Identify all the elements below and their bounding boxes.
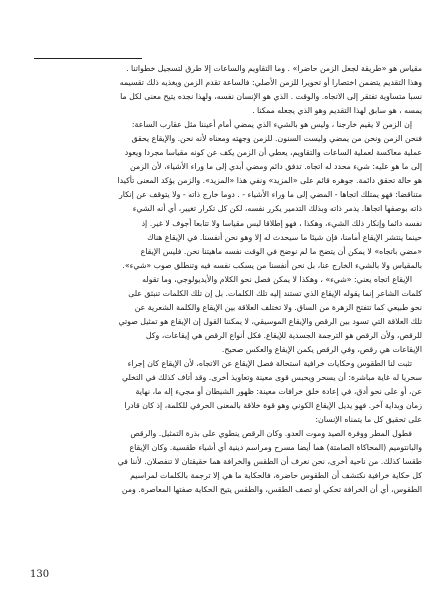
- text-line: سحريا له غاية مباشرة: أن يسحر ويحبس قوى معينة وتعاويذ أخرى. وقد أتاف كذلك في التخلي: [121, 373, 422, 383]
- text-line: نسبا متساوية تفتقر إلى الاتجاه. والوقت . الذي هو الإنسان نفسه، ولهذا نجده يتيح معنى لكل ما: [120, 92, 422, 102]
- text-line: نحو طبيعي كما تتفتح الزهرة من الساق. ولا تختلف العلاقة بين الإيقاع والكلمة الشعرية عن: [134, 302, 422, 312]
- text-line: وهذا التقديم يتضمن اختصارا أو تحويرا للزمن الأصلي: فالساعة تقدم الزمن ويغذيه ذلك تقسيمه: [119, 78, 422, 88]
- text-line: ذاته بوصفها اتجاها. يدمر ذاته وبذلك التدمير يكرر نفسه، لكن كل تكرار تغيير، أي أنه الشيء: [132, 204, 422, 214]
- text-line: إلى ما هو عليه: شيء محدد له اتجاه. تدفق دائم ومضي أبدي إلى ما وراء الأشياء، لأن الزمن: [130, 162, 422, 172]
- text-line: حينما ينتشر الإيقاع أمامنا، فإن شيئا ما سيحدث له إلا وهو نحن أنفسنا. في الإيقاع هناك: [147, 232, 422, 242]
- text-line: الإيقاعات هي رقص، وفي الرقص يكمن الإيقاع والعكس صحيح.: [221, 344, 422, 354]
- text-line: طقسا كذلك. من ناحية أخرى، نحن نعرف أن الطقس والخرافة هما حقيقتان لا تنفصلان. لأننا في: [117, 457, 422, 467]
- text-line: على تحقيق كل ما يتمناه الإنسان:: [315, 415, 422, 425]
- text-line: زمان وبداية آخر. فهو يديل الإيقاع الكوني وهو قوة خلاقة بالمعنى الحرفي للكلمة، إذ كان قادرا: [124, 401, 422, 411]
- text-line: مقياس هو «طريقة لجعل الزمن حاضرا» . وما التقاويم والساعات إلا طرق لتسجيل خطواتنا .: [126, 64, 422, 73]
- text-line: والبانتوميم (المحاكاة الصامتة) هما أيضا مسرح ومراسم دينية أي أشياء طقسية. وكان الإيقاع: [129, 443, 422, 453]
- text-line: بالمقياس ولا بالشيء الخارج عنا، بل نحن أنفسنا من يسكب نفسه فيه وتنطلق صوب «شيء».: [122, 260, 422, 270]
- body-text: [28, 62, 422, 497]
- text-line: فنحن الزمن ونحن من يمضي وليست السنون. للزمن وجهته ومعناه لأنه نحن. والإيقاع يحقق: [131, 134, 422, 144]
- header-rule: [34, 58, 142, 59]
- text-line: هو حالة تحقق دائمة. جوهره قائم على «المزيد» ونفي هذا «المزيد». والزمن يؤكد المعنى تأكيدا: [117, 176, 422, 186]
- text-line: عملية معاكسة لعملية الساعات والتقاويم، يعطي أن الزمن يكف عن كونه مقياسا مجردا ويعود: [124, 148, 422, 158]
- text-line: عن، أو على نحو أدق، في إعادة خلق خرافات معينة: ظهور الشيطان أو مجيء إله ما، نهاية: [135, 387, 422, 397]
- page-number: 130: [30, 569, 50, 580]
- text-line: فطول المطر ووفرة الصيد وموت العدو. وكان الرقص ينطوي على بذرة التمثيل. والرقص: [130, 429, 412, 439]
- text-line: كلمات الشاعر إنما يقوله الإيقاع الذي تستند إليه تلك الكلمات. بل إن تلك الكلمات تنبثق على: [128, 288, 422, 298]
- text-line: الإيقاع اتجاه يعني: «شيء» ، وهكذا لا يمكن فصل نحو الكلام والأيديولوجي، وما تقوله: [142, 274, 412, 284]
- text-line: تلك العلاقة التي تسود بين الرقص والإيقاع الموسيقي، لا يمكننا القول إن الإيقاع هو تمثيل صوتي: [118, 316, 422, 326]
- text-line: للرقص، ولأن الرقص هو الترجمة الجسدية للإيقاع. فكل أنواع الرقص هي إيقاعات، وكل: [145, 330, 422, 340]
- text-line: تثبت لنا الطقوس وحكايات خرافية استحالة فصل الإيقاع عن الاتجاه، لأن الإيقاع كان إجراء: [127, 358, 412, 368]
- text-line: يمسه ، هو سابق لهذا التقديم وهو الذي يجعله ممكنا .: [252, 106, 422, 116]
- text-line: متناقضا: فهو يمتلك اتجاها - المضي إلى ما وراء الأشياء - . دوما خارج ذاته - ولا يتوقف عن إنكار: [118, 190, 422, 200]
- text-line: نفسه دائما وإنكار ذلك الشيء، وهكذا ، فهو إطلاقا ليس مقياسا ولا تتابعا أجوف لا غير. إذ: [141, 218, 422, 228]
- text-line: الطقوس، أي أن الخرافة تحكي أو تصف الطقس، والطقس يتيح الحكاية صفتها المعاصرة. ومن: [121, 485, 422, 495]
- text-line: كل حكاية خرافية نكتشف أن الطقوس حاضرة، فالحكاية ما هي إلا ترجمة بالكلمات لمراسيم: [130, 471, 422, 481]
- text-line: «مضي باتجاه» لا يمكن أن يتضح ما لم نوضح في الوقت نفسه ماهيتنا نحن. فليس الإيقاع: [140, 246, 422, 256]
- text-line: إن الزمن لا يقيم خارجنا ، وليس هو بالشيء الذي يمضي أمام أعيننا مثل عقارب الساعة:: [131, 120, 412, 130]
